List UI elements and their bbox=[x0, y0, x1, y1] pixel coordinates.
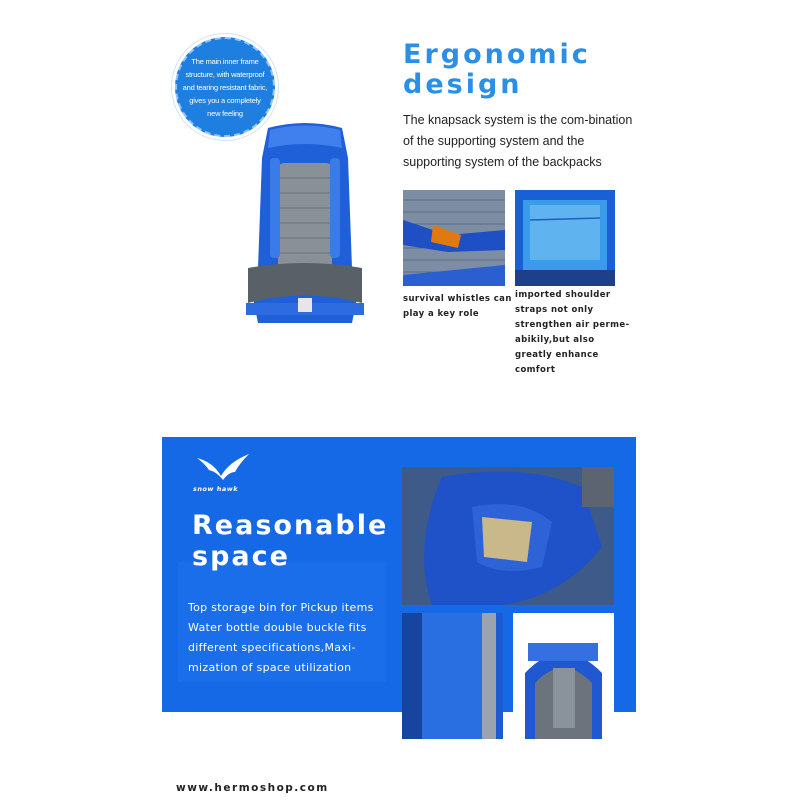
brand-name: snow hawk bbox=[193, 485, 239, 493]
badge-text: The main inner frame structure, with waterproof and tearing resistant fabric, gives you a completely new feeling bbox=[182, 56, 268, 118]
shoulder-strap-caption: imported shoulder straps not only strengthen air perme-abikily,but also greatly enhance comfort bbox=[515, 290, 630, 375]
reasonable-space-description: Top storage bin for Pickup items Water bottle double buckle fits different specifications,Maxi-mization of space utilization bbox=[188, 601, 374, 674]
shoulder-strap-photo bbox=[515, 190, 615, 286]
ergonomic-description: The knapsack system is the com-bination of the supporting system and the supporting system of the backpacks bbox=[403, 113, 633, 169]
top-storage-photo bbox=[402, 467, 614, 605]
reasonable-space-title: Reasonable space bbox=[192, 510, 389, 572]
side-pocket-photo bbox=[402, 613, 503, 739]
rain-cover-photo bbox=[513, 613, 614, 739]
hawk-logo-icon bbox=[195, 452, 251, 484]
footer-site[interactable]: www.hermoshop.com bbox=[176, 782, 329, 794]
whistle-caption: survival whistles can play a key role bbox=[403, 294, 512, 319]
backpack-back-image bbox=[240, 118, 370, 333]
whistle-photo bbox=[403, 190, 505, 286]
ergonomic-title: Ergonomic design bbox=[403, 39, 591, 100]
